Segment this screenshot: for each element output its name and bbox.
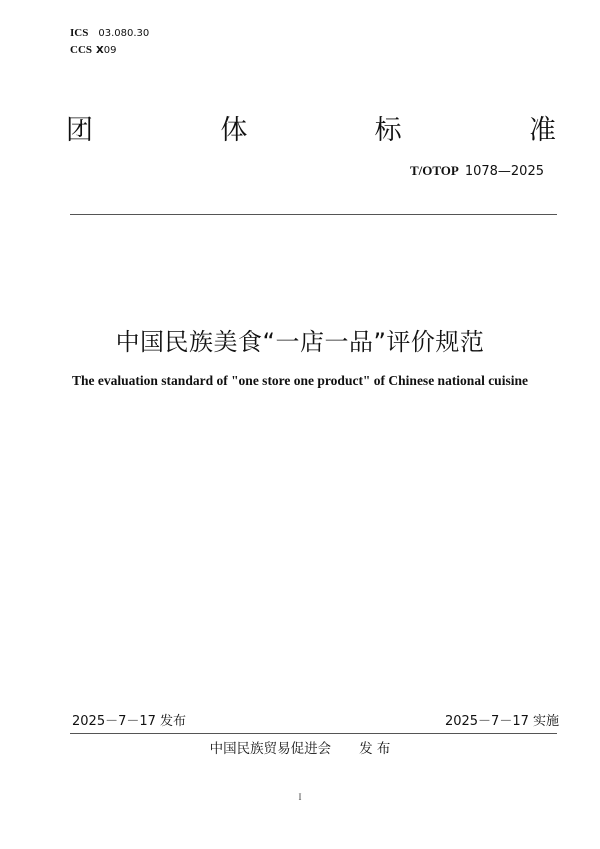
standard-code bbox=[410, 163, 544, 180]
ics-code: 03.080.30 bbox=[98, 28, 150, 39]
heading-char: 准 bbox=[528, 115, 556, 146]
document-title-english: The evaluation standard of "one store one product" of Chinese national cuisine bbox=[72, 373, 528, 388]
heading-char: 标 bbox=[374, 115, 402, 146]
bottom-divider bbox=[70, 733, 557, 734]
publisher-action: 发 布 bbox=[359, 741, 391, 757]
document-title-chinese: 中国民族美食“一店一品”评价规范 bbox=[115, 328, 485, 356]
publisher-organization: 中国民族贸易促进会 bbox=[209, 741, 332, 757]
standard-type-heading bbox=[66, 113, 556, 149]
ccs-letter: X bbox=[96, 45, 104, 56]
ccs-classification bbox=[70, 44, 116, 57]
heading-char: 体 bbox=[220, 115, 248, 146]
standard-code-number: 1078—2025 bbox=[464, 164, 544, 179]
ccs-label: CCS bbox=[70, 44, 93, 56]
implementation-date: 2025－7－17 实施 bbox=[444, 714, 559, 729]
standard-code-prefix: T/OTOP bbox=[409, 163, 459, 178]
ccs-number: 09 bbox=[103, 45, 117, 56]
ics-label: ICS bbox=[70, 27, 89, 39]
issue-date: 2025－7－17 发布 bbox=[72, 714, 187, 729]
heading-char: 团 bbox=[66, 115, 93, 146]
ics-classification bbox=[70, 27, 149, 40]
top-divider bbox=[70, 214, 557, 215]
publisher-line bbox=[0, 740, 600, 758]
page-number: I bbox=[298, 792, 302, 802]
